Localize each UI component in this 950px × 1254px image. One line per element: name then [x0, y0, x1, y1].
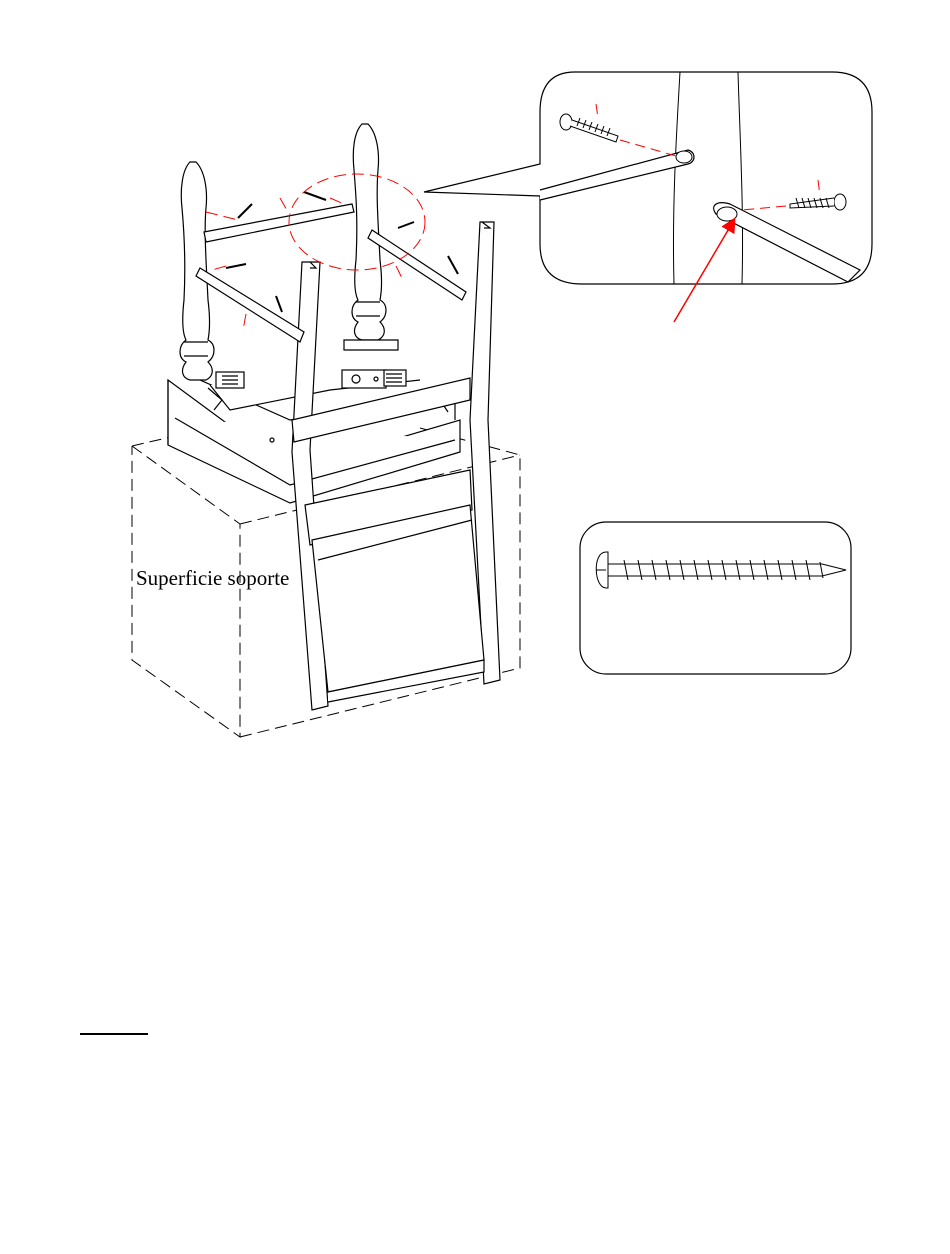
screw-icon	[238, 204, 252, 218]
support-surface-label: Superficie soporte	[136, 566, 290, 590]
screw-icon	[398, 222, 414, 228]
screw-icon	[304, 192, 326, 200]
screw-icon	[276, 296, 282, 312]
screw-icon	[226, 264, 246, 268]
stretchers	[196, 204, 466, 350]
screw-icon	[448, 256, 458, 274]
underline-rule	[80, 1033, 148, 1035]
screw-detail-box	[580, 522, 851, 674]
